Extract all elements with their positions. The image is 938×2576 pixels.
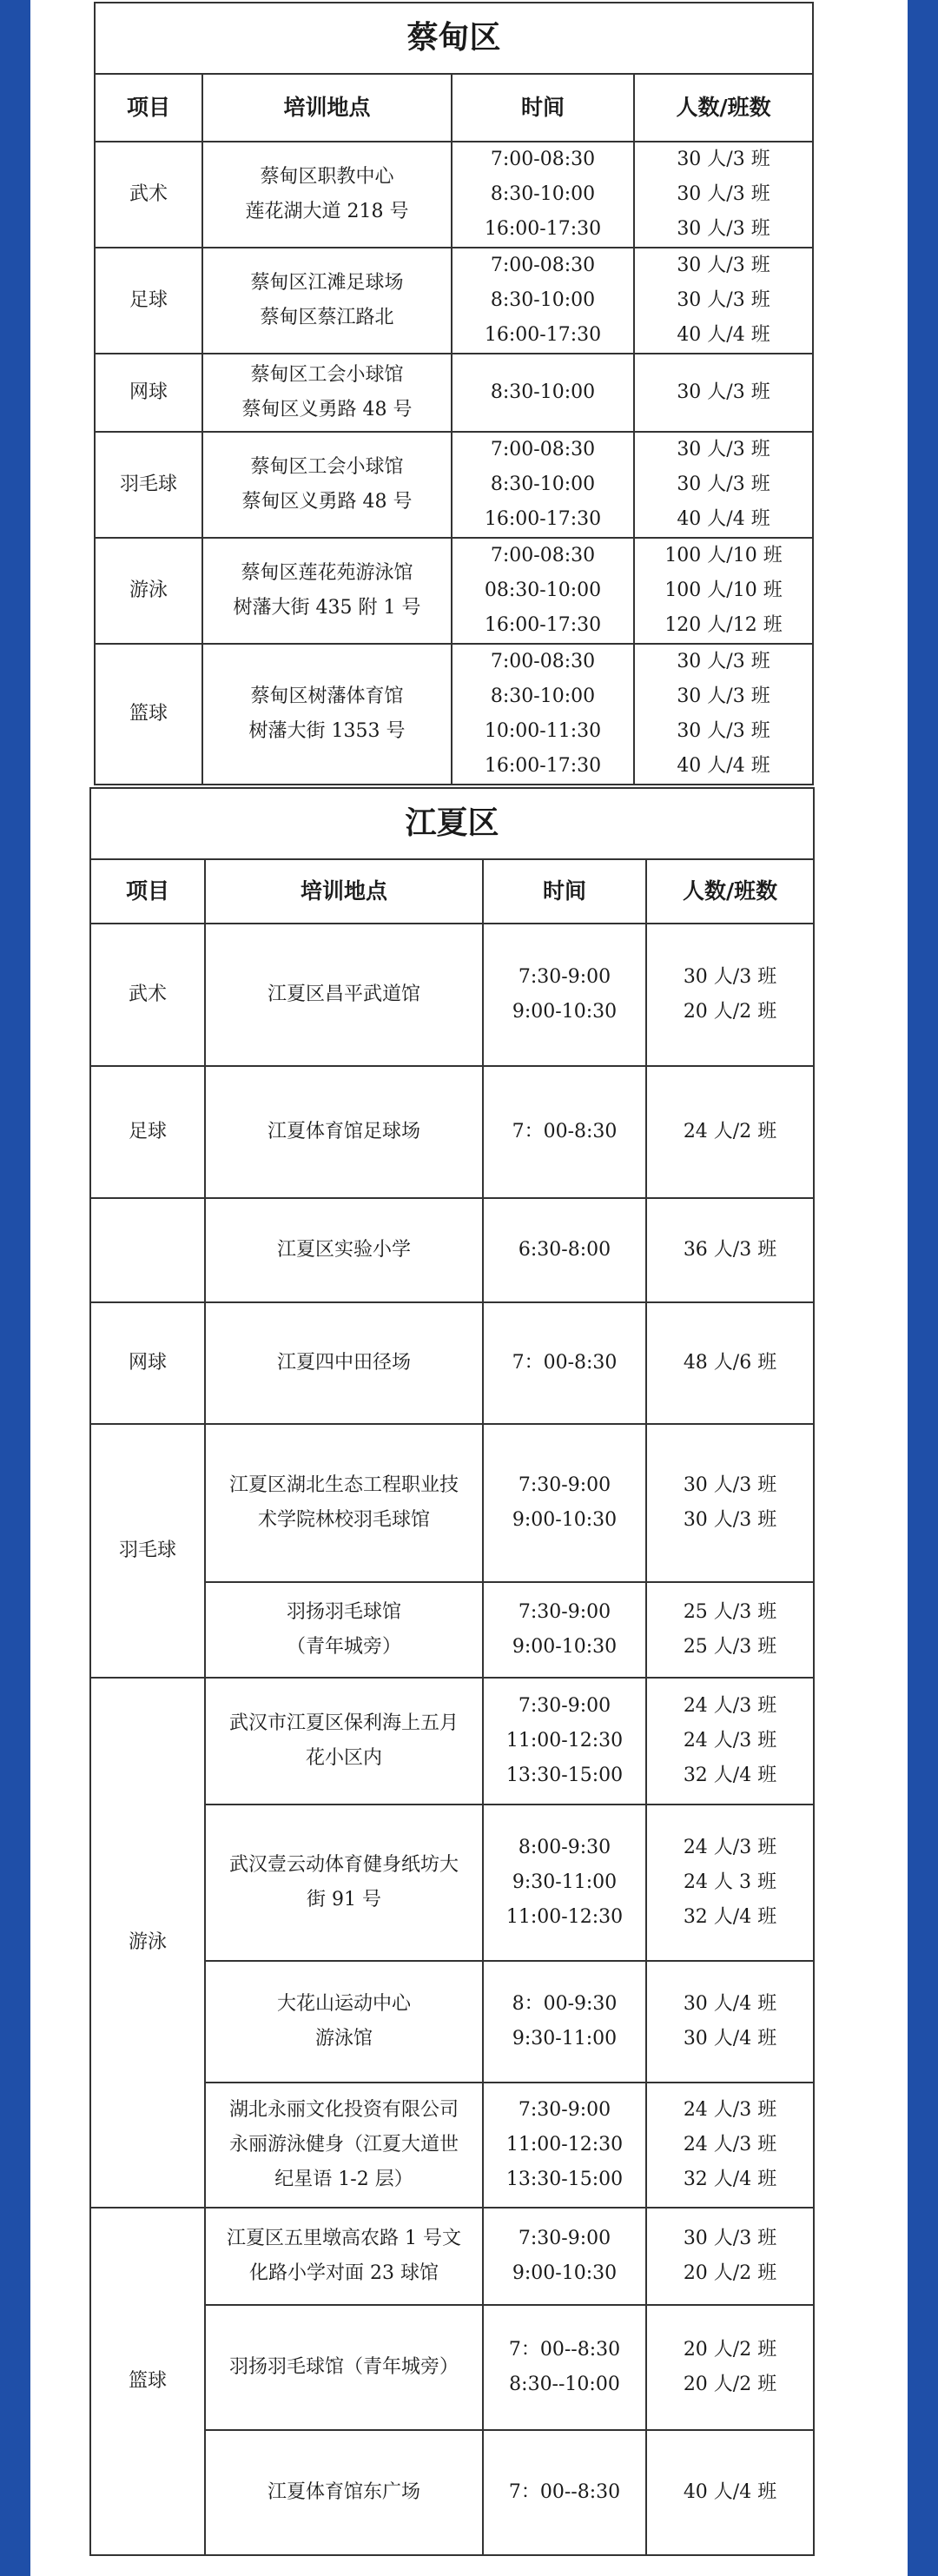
- location-line: 术学院林校羽毛球馆: [257, 1509, 430, 1531]
- capacity-line: 20 人/2 班: [683, 2374, 777, 2395]
- times-line: 7：00--8:30: [508, 2481, 621, 2503]
- location-line: 武汉市江夏区保利海上五月: [228, 1712, 459, 1734]
- location-line: 武汉壹云动体育健身纸坊大: [228, 1854, 459, 1876]
- header-location: 培训地点: [205, 859, 483, 924]
- capacity-cell: [646, 1961, 814, 2083]
- capacity-line: 24 人/3 班: [683, 1695, 777, 1717]
- location-line: 江夏体育馆东广场: [267, 2481, 420, 2503]
- times-line: 8:30-10:00: [490, 289, 596, 311]
- times-cell: [452, 432, 634, 538]
- capacity-line: 36 人/3 班: [683, 1239, 777, 1261]
- times-line: 13:30-15:00: [505, 1765, 624, 1786]
- sport-cell: 武术: [90, 924, 205, 1066]
- times-cell: [483, 1302, 646, 1424]
- capacity-line: 30 人/3 班: [677, 218, 770, 240]
- location-cell: [202, 644, 452, 785]
- times-line: 9:00-10:30: [512, 1636, 618, 1658]
- location-line: 蔡甸区职教中心: [260, 166, 394, 188]
- capacity-line: 32 人/4 班: [683, 1906, 777, 1928]
- times-line: 16:00-17:30: [484, 218, 602, 240]
- table-row: [90, 1678, 814, 1805]
- capacity-line: 25 人/3 班: [683, 1601, 777, 1623]
- location-line: 蔡甸区树藩体育馆: [250, 685, 404, 707]
- times-line: 7:00-08:30: [490, 255, 596, 276]
- location-line: 蔡甸区义勇路 48 号: [241, 491, 413, 513]
- location-line: 江夏区湖北生态工程职业技: [228, 1474, 459, 1496]
- location-cell: [202, 354, 452, 432]
- location-line: （青年城旁）: [286, 1636, 401, 1658]
- times-line: 8:30--10:00: [509, 2374, 620, 2395]
- times-line: 8：00-9:30: [512, 1993, 618, 2015]
- location-cell: [205, 1582, 483, 1678]
- times-line: 8:30-10:00: [490, 473, 596, 495]
- jiangxia-table: [89, 787, 815, 2556]
- capacity-line: 24 人/3 班: [683, 2099, 777, 2121]
- table-row: [90, 1424, 814, 1582]
- location-line: 羽扬羽毛球馆（青年城旁）: [228, 2356, 459, 2378]
- location-cell: [205, 1424, 483, 1582]
- times-line: 7:30-9:00: [518, 966, 611, 988]
- location-cell: [202, 248, 452, 354]
- times-cell: [483, 924, 646, 1066]
- capacity-line: 24 人 3 班: [684, 1871, 776, 1893]
- times-line: 9:30-11:00: [512, 1871, 618, 1893]
- location-line: 江夏四中田径场: [276, 1352, 411, 1374]
- times-cell: [452, 142, 634, 248]
- location-line: 蔡甸区江滩足球场: [250, 272, 404, 294]
- times-cell: [452, 644, 634, 785]
- location-cell: [205, 2083, 483, 2208]
- sport-cell: 网球: [95, 354, 202, 432]
- times-line: 7:00-08:30: [490, 651, 596, 672]
- times-line: 7:30-9:00: [518, 2228, 611, 2249]
- location-cell: [202, 538, 452, 644]
- capacity-line: 40 人/4 班: [677, 508, 770, 530]
- capacity-line: 20 人/2 班: [683, 2262, 777, 2284]
- capacity-line: 32 人/4 班: [683, 1765, 777, 1786]
- times-line: 7:30-9:00: [518, 1695, 611, 1717]
- location-line: 羽扬羽毛球馆: [286, 1601, 401, 1623]
- location-cell: [205, 1198, 483, 1302]
- table-row: [95, 354, 813, 432]
- location-line: 蔡甸区蔡江路北: [260, 307, 394, 328]
- capacity-line: 120 人/12 班: [664, 614, 783, 636]
- capacity-line: 30 人/3 班: [683, 1509, 777, 1531]
- jiangxia-title: 江夏区: [90, 788, 814, 859]
- times-line: 6:30-8:00: [518, 1239, 611, 1261]
- capacity-line: 30 人/3 班: [677, 720, 770, 742]
- sport-cell: 武术: [95, 142, 202, 248]
- caidian-table: [94, 2, 814, 785]
- capacity-cell: [634, 432, 813, 538]
- capacity-cell: [634, 354, 813, 432]
- capacity-line: 48 人/6 班: [683, 1352, 777, 1374]
- capacity-line: 25 人/3 班: [683, 1636, 777, 1658]
- capacity-line: 20 人/2 班: [683, 1001, 777, 1023]
- location-line: 树藩大街 435 附 1 号: [233, 597, 421, 619]
- header-time: 时间: [483, 859, 646, 924]
- times-line: 11:00-12:30: [505, 2134, 624, 2155]
- times-cell: [452, 354, 634, 432]
- location-line: 大花山运动中心: [276, 1993, 411, 2015]
- times-line: 9:00-10:30: [512, 1509, 618, 1531]
- location-line: 游泳馆: [314, 2028, 373, 2050]
- capacity-line: 30 人/3 班: [677, 255, 770, 276]
- times-line: 8:30-10:00: [490, 685, 596, 707]
- location-line: 莲花湖大道 218 号: [245, 201, 409, 222]
- capacity-line: 30 人/3 班: [677, 183, 770, 205]
- sport-cell: 游泳: [90, 1678, 205, 2208]
- capacity-line: 30 人/3 班: [677, 439, 770, 460]
- times-line: 8:30-10:00: [490, 381, 596, 403]
- capacity-line: 24 人/3 班: [683, 2134, 777, 2155]
- location-line: 蔡甸区工会小球馆: [250, 364, 404, 386]
- table-row: [90, 2208, 814, 2305]
- capacity-line: 20 人/2 班: [683, 2339, 777, 2361]
- capacity-cell: [646, 2083, 814, 2208]
- table-row: [95, 538, 813, 644]
- capacity-line: 30 人/3 班: [677, 473, 770, 495]
- capacity-line: 24 人/3 班: [683, 1730, 777, 1752]
- capacity-line: 30 人/3 班: [683, 1474, 777, 1496]
- capacity-line: 40 人/4 班: [677, 755, 770, 777]
- capacity-cell: [646, 1302, 814, 1424]
- location-line: 蔡甸区工会小球馆: [250, 456, 404, 478]
- capacity-line: 24 人/3 班: [683, 1837, 777, 1858]
- times-line: 11:00-12:30: [505, 1730, 624, 1752]
- capacity-line: 30 人/3 班: [683, 966, 777, 988]
- capacity-line: 24 人/2 班: [683, 1121, 777, 1142]
- location-cell: [205, 1066, 483, 1198]
- capacity-line: 32 人/4 班: [683, 2169, 777, 2190]
- table-row: [95, 142, 813, 248]
- times-line: 9:00-10:30: [512, 2262, 618, 2284]
- capacity-cell: [634, 142, 813, 248]
- sport-cell: [90, 1198, 205, 1302]
- table-row: [95, 644, 813, 785]
- times-line: 16:00-17:30: [484, 508, 602, 530]
- times-line: 9:30-11:00: [512, 2028, 618, 2050]
- location-line: 湖北永丽文化投资有限公司: [228, 2099, 459, 2121]
- capacity-line: 30 人/3 班: [683, 2228, 777, 2249]
- sport-cell: 游泳: [95, 538, 202, 644]
- times-line: 16:00-17:30: [484, 614, 602, 636]
- times-line: 8:30-10:00: [490, 183, 596, 205]
- capacity-cell: [646, 1805, 814, 1961]
- location-cell: [205, 1805, 483, 1961]
- location-line: 街 91 号: [307, 1889, 381, 1910]
- capacity-cell: [646, 2208, 814, 2305]
- location-line: 江夏区五里墩高农路 1 号文: [227, 2228, 461, 2249]
- times-cell: [483, 1198, 646, 1302]
- table-row: [90, 1198, 814, 1302]
- capacity-cell: [646, 1678, 814, 1805]
- capacity-cell: [646, 1198, 814, 1302]
- capacity-line: 40 人/4 班: [677, 324, 770, 346]
- table-row: [90, 924, 814, 1066]
- sport-cell: 羽毛球: [90, 1424, 205, 1678]
- sport-cell: 足球: [90, 1066, 205, 1198]
- sport-cell: 篮球: [95, 644, 202, 785]
- header-location: 培训地点: [202, 74, 452, 142]
- times-line: 13:30-15:00: [505, 2169, 624, 2190]
- capacity-line: 40 人/4 班: [683, 2481, 777, 2503]
- right-blue-border: [908, 0, 938, 2576]
- times-line: 16:00-17:30: [484, 755, 602, 777]
- location-line: 化路小学对面 23 球馆: [249, 2262, 439, 2284]
- times-line: 7:30-9:00: [518, 1474, 611, 1496]
- sport-cell: 网球: [90, 1302, 205, 1424]
- times-cell: [483, 2208, 646, 2305]
- location-cell: [205, 2305, 483, 2430]
- times-line: 7：00-8:30: [512, 1121, 618, 1142]
- capacity-cell: [634, 538, 813, 644]
- table-row: [95, 248, 813, 354]
- location-line: 永丽游泳健身（江夏大道世: [228, 2134, 459, 2155]
- location-line: 蔡甸区莲花苑游泳馆: [241, 562, 413, 584]
- times-line: 8:00-9:30: [518, 1837, 611, 1858]
- location-line: 树藩大街 1353 号: [248, 720, 406, 742]
- capacity-cell: [646, 924, 814, 1066]
- location-cell: [205, 2430, 483, 2555]
- times-cell: [483, 1424, 646, 1582]
- location-cell: [205, 1961, 483, 2083]
- times-line: 16:00-17:30: [484, 324, 602, 346]
- times-line: 7:00-08:30: [490, 545, 596, 566]
- left-blue-border: [0, 0, 30, 2576]
- location-cell: [205, 1302, 483, 1424]
- location-cell: [202, 432, 452, 538]
- times-cell: [483, 1678, 646, 1805]
- location-cell: [205, 924, 483, 1066]
- capacity-cell: [646, 2305, 814, 2430]
- times-line: 11:00-12:30: [505, 1906, 624, 1928]
- times-line: 7:00-08:30: [490, 149, 596, 170]
- times-cell: [452, 538, 634, 644]
- location-line: 江夏体育馆足球场: [267, 1121, 420, 1142]
- times-cell: [483, 1066, 646, 1198]
- times-line: 7:30-9:00: [518, 2099, 611, 2121]
- header-time: 时间: [452, 74, 634, 142]
- capacity-cell: [634, 644, 813, 785]
- times-line: 7:30-9:00: [518, 1601, 611, 1623]
- sport-cell: 足球: [95, 248, 202, 354]
- caidian-title: 蔡甸区: [95, 3, 813, 74]
- capacity-cell: [634, 248, 813, 354]
- times-cell: [483, 2305, 646, 2430]
- capacity-line: 30 人/3 班: [677, 381, 770, 403]
- times-cell: [483, 1805, 646, 1961]
- capacity-line: 100 人/10 班: [664, 579, 783, 601]
- times-cell: [483, 2083, 646, 2208]
- times-line: 9:00-10:30: [512, 1001, 618, 1023]
- capacity-line: 100 人/10 班: [664, 545, 783, 566]
- header-sport: 项目: [95, 74, 202, 142]
- times-cell: [483, 1582, 646, 1678]
- location-line: 江夏区实验小学: [276, 1239, 411, 1261]
- capacity-line: 30 人/4 班: [683, 2028, 777, 2050]
- capacity-line: 30 人/3 班: [677, 685, 770, 707]
- times-line: 10:00-11:30: [484, 720, 602, 742]
- location-line: 纪星语 1-2 层）: [274, 2169, 413, 2190]
- sport-cell: 篮球: [90, 2208, 205, 2555]
- capacity-line: 30 人/3 班: [677, 149, 770, 170]
- capacity-line: 30 人/4 班: [683, 1993, 777, 2015]
- times-cell: [452, 248, 634, 354]
- sport-cell: 羽毛球: [95, 432, 202, 538]
- capacity-line: 30 人/3 班: [677, 651, 770, 672]
- header-sport: 项目: [90, 859, 205, 924]
- header-capacity: 人数/班数: [634, 74, 813, 142]
- table-row: [90, 1302, 814, 1424]
- location-line: 蔡甸区义勇路 48 号: [241, 399, 413, 421]
- capacity-cell: [646, 1424, 814, 1582]
- location-line: 花小区内: [305, 1747, 382, 1769]
- times-line: 7：00-8:30: [512, 1352, 618, 1374]
- location-line: 江夏区昌平武道馆: [267, 983, 420, 1005]
- capacity-cell: [646, 1066, 814, 1198]
- times-line: 7：00--8:30: [508, 2339, 621, 2361]
- capacity-cell: [646, 1582, 814, 1678]
- capacity-cell: [646, 2430, 814, 2555]
- header-capacity: 人数/班数: [646, 859, 814, 924]
- capacity-line: 30 人/3 班: [677, 289, 770, 311]
- times-line: 08:30-10:00: [484, 579, 602, 601]
- table-row: [90, 1066, 814, 1198]
- times-line: 7:00-08:30: [490, 439, 596, 460]
- times-cell: [483, 1961, 646, 2083]
- location-cell: [205, 2208, 483, 2305]
- table-row: [95, 432, 813, 538]
- times-cell: [483, 2430, 646, 2555]
- location-cell: [202, 142, 452, 248]
- location-cell: [205, 1678, 483, 1805]
